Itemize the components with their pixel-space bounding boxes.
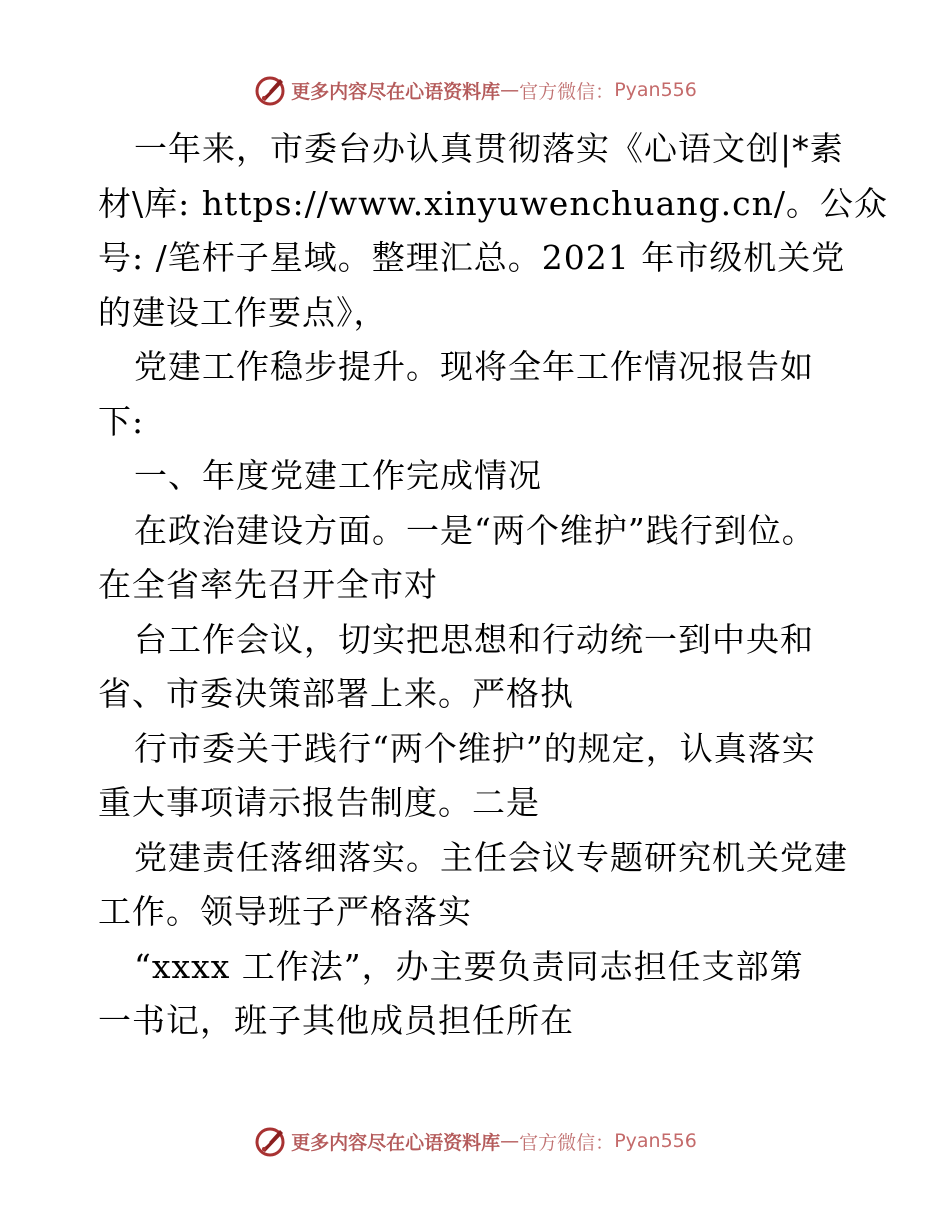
banner-site-name: 更多内容尽在心语资料库 bbox=[291, 80, 501, 103]
quill-logo-icon bbox=[253, 73, 287, 107]
banner-dash: — bbox=[500, 1130, 520, 1152]
banner-wechat-label: 官方微信： bbox=[519, 1131, 615, 1154]
body-text-line: 一、年度党建工作完成情况 bbox=[134, 456, 542, 495]
body-text-line: 下: bbox=[98, 401, 145, 441]
body-text-line: 的建设工作要点》， bbox=[98, 292, 388, 332]
body-text-line: 重大事项请示报告制度。二是 bbox=[98, 783, 540, 822]
body-text-line: “xxxx 工作法”，办主要负责同志担任支部第 bbox=[134, 946, 804, 986]
body-text-line: 一书记，班子其他成员担任所在 bbox=[98, 1001, 574, 1040]
body-text-line: 党建责任落细落实。主任会议专题研究机关党建 bbox=[134, 837, 848, 877]
body-text-line: 省、市委决策部署上来。严格执 bbox=[98, 674, 574, 713]
banner-wechat-label: 官方微信： bbox=[519, 80, 615, 103]
body-text-line: 在全省率先召开全市对 bbox=[98, 565, 438, 604]
banner-wechat-id: Pyan556 bbox=[614, 79, 697, 101]
document-body bbox=[98, 122, 888, 1049]
quill-logo-icon bbox=[253, 1124, 287, 1158]
banner-site-name: 更多内容尽在心语资料库 bbox=[291, 1131, 501, 1154]
body-text-line: 工作。领导班子严格落实 bbox=[98, 892, 472, 931]
body-text-line: 一年来，市委台办认真贯彻落实《心语文创|*素 bbox=[134, 129, 844, 168]
banner-dash: — bbox=[500, 79, 520, 101]
header-watermark-banner bbox=[0, 70, 950, 110]
banner-wechat-id: Pyan556 bbox=[614, 1130, 697, 1152]
body-text-line: 台工作会议，切实把思想和行动统一到中央和 bbox=[134, 619, 814, 659]
body-text-line: 在政治建设方面。一是“两个维护”践行到位。 bbox=[134, 510, 816, 550]
body-text-line: 党建工作稳步提升。现将全年工作情况报告如 bbox=[134, 347, 814, 386]
body-text-line: 行市委关于践行“两个维护”的规定，认真落实 bbox=[134, 728, 816, 768]
body-text-line: 号: /笔杆子星域。整理汇总。2021 年市级机关党 bbox=[98, 238, 846, 277]
footer-watermark-banner bbox=[0, 1121, 950, 1161]
body-text-line: 材\库: https://www.xinyuwenchuang.cn/。公众 bbox=[98, 183, 888, 223]
